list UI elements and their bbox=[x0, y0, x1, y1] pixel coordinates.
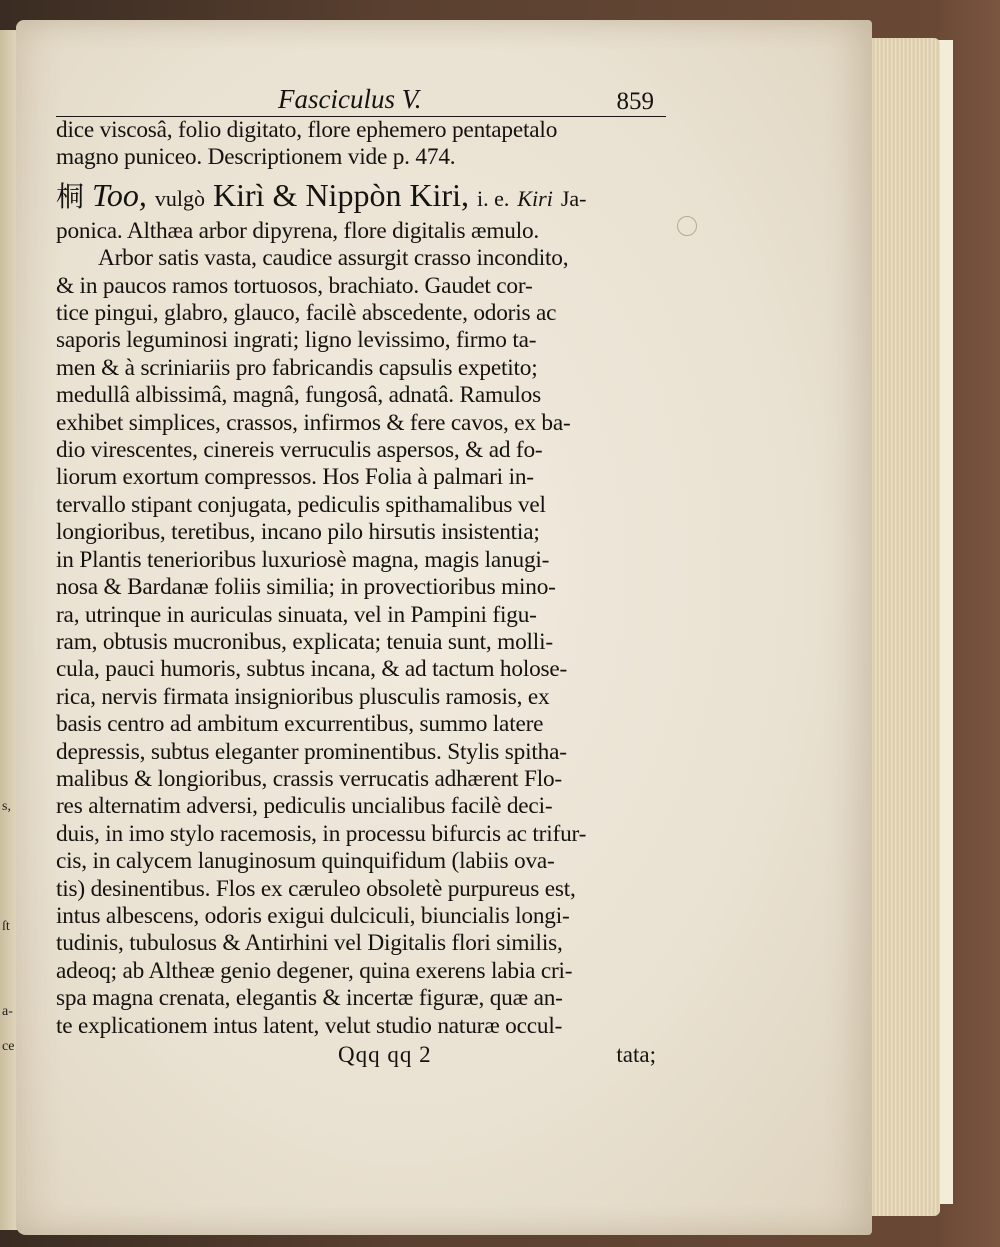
text-line: duis, in imo stylo racemosis, in processu bifurcis ac trifur- bbox=[56, 820, 587, 847]
catchword: tata; bbox=[616, 1042, 656, 1067]
entry-ie: i. e. bbox=[476, 185, 510, 211]
text-line: dice viscosâ, folio digitato, flore ephemero pentapetalo bbox=[56, 117, 558, 143]
body-text bbox=[56, 218, 666, 1040]
paper-blemish bbox=[677, 216, 697, 236]
left-page-mark: s, bbox=[2, 799, 11, 814]
text-line: res alternatim adversi, pediculis uncialibus facilè deci- bbox=[56, 793, 553, 820]
left-page-mark: ce bbox=[2, 1039, 15, 1054]
entry-vulgo: vulgò bbox=[154, 185, 205, 211]
text-line: tudinis, tubulosus & Antirhini vel Digitalis flori similis, bbox=[56, 930, 563, 957]
entry-name: Too, bbox=[92, 176, 147, 213]
text-line: ponica. Althæa arbor dipyrena, flore digitalis æmulo. bbox=[56, 217, 540, 244]
text-line: in Plantis tenerioribus luxuriosè magna, magis lanugi- bbox=[56, 546, 550, 573]
text-line: tice pingui, glabro, glauco, facilè abscedente, odoris ac bbox=[56, 300, 557, 327]
page-edges bbox=[860, 38, 940, 1216]
signature-mark: Qqq qq 2 bbox=[338, 1042, 432, 1067]
text-line: adeoq; ab Altheæ genio degener, quina exerens labia cri- bbox=[56, 957, 573, 984]
text-line: liorum exortum compressos. Hos Folia à palmari in- bbox=[56, 464, 534, 491]
running-head bbox=[56, 82, 666, 117]
text-line: spa magna crenata, elegantis & incertæ figuræ, quæ an- bbox=[56, 985, 563, 1012]
text-line: exhibet simplices, crassos, infirmos & fere cavos, ex ba- bbox=[56, 409, 571, 436]
entry-ja: Ja- bbox=[560, 185, 587, 211]
text-line: Arbor satis vasta, caudice assurgit crasso incondito, bbox=[98, 245, 569, 272]
text-line: intus albescens, odoris exigui dulciculi, biuncialis longi- bbox=[56, 902, 570, 929]
text-line: nosa & Bardanæ foliis similia; in provectioribus mino- bbox=[56, 574, 556, 601]
entry-nippon-kiri: Nippòn Kiri, bbox=[305, 176, 469, 213]
text-line: saporis leguminosi ingrati; ligno levissimo, firmo ta- bbox=[56, 327, 537, 354]
text-line: medullâ albissimâ, magnâ, fungosâ, adnatâ. Ramulos bbox=[56, 382, 541, 409]
signature-line bbox=[56, 1042, 666, 1072]
text-line: cis, in calycem lanuginosum quinquifidum (labiis ova- bbox=[56, 848, 555, 875]
entry-amp: & bbox=[272, 176, 298, 213]
text-line: malibus & longioribus, crassis verrucatis adhærent Flo- bbox=[56, 765, 562, 792]
text-line: & in paucos ramos tortuosos, brachiato. Gaudet cor- bbox=[56, 272, 533, 299]
page-text bbox=[56, 82, 666, 1072]
text-line: men & à scriniariis pro fabricandis capsulis expetito; bbox=[56, 354, 538, 381]
left-page-mark: ſt bbox=[2, 919, 10, 934]
left-page-mark: a- bbox=[2, 1004, 13, 1019]
text-line: rica, nervis firmata insignioribus plusculis ramosis, ex bbox=[56, 683, 550, 710]
text-line: longioribus, teretibus, incano pilo hirsutis insistentia; bbox=[56, 519, 540, 546]
text-line: dio virescentes, cinereis verruculis aspersos, & ad fo- bbox=[56, 437, 543, 464]
kanji-character: 桐 bbox=[56, 179, 85, 213]
text-line: ra, utrinque in auriculas sinuata, vel in Pampini figu- bbox=[56, 601, 537, 628]
text-line: tervallo stipant conjugata, pediculis spithamalibus vel bbox=[56, 491, 546, 518]
text-line: magno puniceo. Descriptionem vide p. 474. bbox=[56, 144, 456, 171]
text-line: cula, pauci humoris, subtus incana, & ad tactum holose- bbox=[56, 656, 568, 683]
text-line: ram, obtusis mucronibus, explicata; tenuia sunt, molli- bbox=[56, 628, 553, 655]
text-line: tis) desinentibus. Flos ex cæruleo obsoletè purpureus est, bbox=[56, 875, 576, 902]
text-line: basis centro ad ambitum excurrentibus, summo latere bbox=[56, 711, 544, 738]
text-line: te explicationem intus latent, velut studio naturæ occul- bbox=[56, 1012, 563, 1039]
book-page bbox=[16, 20, 872, 1235]
running-title: Fasciculus V. bbox=[278, 84, 422, 114]
page-number: 859 bbox=[616, 88, 654, 115]
entry-heading bbox=[56, 176, 666, 218]
text-line: depressis, subtus eleganter prominentibus. Stylis spitha- bbox=[56, 738, 567, 765]
entry-kiri-italic: Kiri bbox=[517, 185, 553, 211]
entry-kiri: Kirì bbox=[213, 176, 265, 213]
